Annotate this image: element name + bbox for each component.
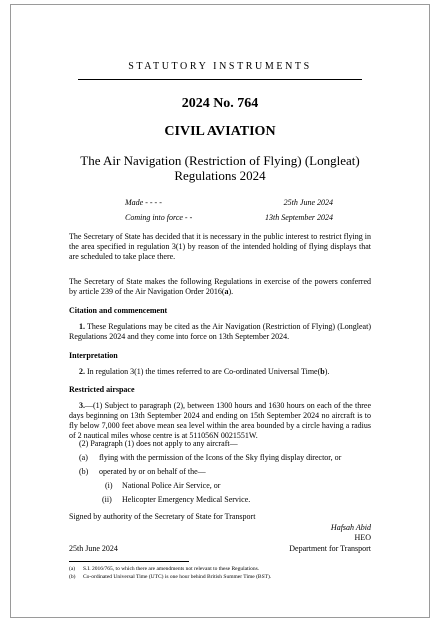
restricted-airspace-heading: Restricted airspace: [69, 385, 135, 394]
item-b-text: operated by or on behalf of the—: [99, 467, 206, 476]
footnote-ref-b: b: [320, 367, 325, 376]
footnote-a: [69, 566, 371, 573]
preamble-paragraph-2: [69, 277, 371, 297]
signatory-role: HEO: [354, 533, 371, 542]
footnote-ref-a: a: [224, 287, 229, 296]
regulation-2-text: In regulation 3(1) the times referred to are Co-ordinated Universal Time(: [85, 367, 321, 376]
made-value: 25th June 2024: [283, 198, 333, 207]
preamble-2-text: The Secretary of State makes the following Regulations in exercise of the powers conferred by article 239 of the Air Navigation Order 2016(: [69, 277, 371, 296]
instrument-number: 2024 No. 764: [181, 96, 259, 111]
item-ii-label: (ii): [102, 495, 112, 504]
regulation-1: [69, 322, 371, 342]
item-i-label: (i): [105, 481, 113, 490]
footnote-b-text: Co-ordinated Universal Time (UTC) is one hour behind British Summer Time (BST).: [83, 574, 272, 580]
coming-into-force-value: 13th September 2024: [265, 213, 333, 222]
footnote-a-label: (a): [69, 566, 76, 572]
series-heading: STATUTORY INSTRUMENTS: [128, 61, 312, 72]
signing-authority: Signed by authority of the Secretary of State for Transport: [69, 512, 256, 521]
preamble-2-end: ).: [228, 287, 234, 296]
signatory-department: Department for Transport: [289, 544, 371, 553]
footnote-rule: [69, 561, 189, 562]
footnote-b-label: (b): [69, 574, 76, 580]
regulation-3: [69, 401, 371, 441]
regulation-1-number: 1.: [79, 322, 85, 331]
document-page: [10, 4, 430, 618]
interpretation-heading: Interpretation: [69, 351, 118, 360]
signature-date: 25th June 2024: [69, 544, 118, 553]
citation-heading: Citation and commencement: [69, 306, 168, 315]
series-rule: [78, 79, 362, 80]
footnote-a-text: S.I. 2016/765, to which there are amendments not relevant to these Regulations.: [83, 566, 260, 572]
regulation-3-paragraph-2: (2) Paragraph (1) does not apply to any aircraft—: [79, 439, 238, 448]
regulation-3-number: 3.: [79, 401, 85, 410]
preamble-paragraph-1: The Secretary of State has decided that it is necessary in the public interest to restrict flying in the area specified in regulation 3(1) by reason of the intended holding of flying displays that are scheduled to take place there.: [69, 232, 371, 261]
subject-heading: CIVIL AVIATION: [164, 124, 276, 139]
regulation-2-number: 2.: [79, 367, 85, 376]
regulation-1-text: These Regulations may be cited as the Air Navigation (Restriction of Flying) (Longleat) Regulations 2024 and they come into force on 13th September 2024.: [69, 322, 371, 341]
item-i-text: National Police Air Service, or: [122, 481, 221, 490]
item-a-text: flying with the permission of the Icons of the Sky flying display director, or: [99, 453, 342, 462]
made-label: Made - - - -: [125, 198, 162, 207]
item-a-label: (a): [79, 453, 88, 462]
coming-into-force-label: Coming into force - -: [125, 213, 193, 222]
footnote-b: [69, 574, 371, 581]
regulation-2-end: ).: [324, 367, 330, 376]
item-b-label: (b): [79, 467, 89, 476]
signatory-name: Hafsah Abid: [330, 523, 371, 532]
regulation-3-text: —(1) Subject to paragraph (2), between 1300 hours and 1630 hours on each of the three days beginning on 13th September 2024 and ending on 15th September 2024 no aircraft is to fly below 7,000 feet above mean sea level within the area bounded by a circle having a radius of 2 nautical miles whose centre is at 511056N 0021551W.: [69, 401, 371, 440]
instrument-title: The Air Navigation (Restriction of Flying) (Longleat) Regulations 2024: [80, 153, 360, 183]
item-ii-text: Helicopter Emergency Medical Service.: [122, 495, 251, 504]
regulation-2: [69, 367, 371, 377]
